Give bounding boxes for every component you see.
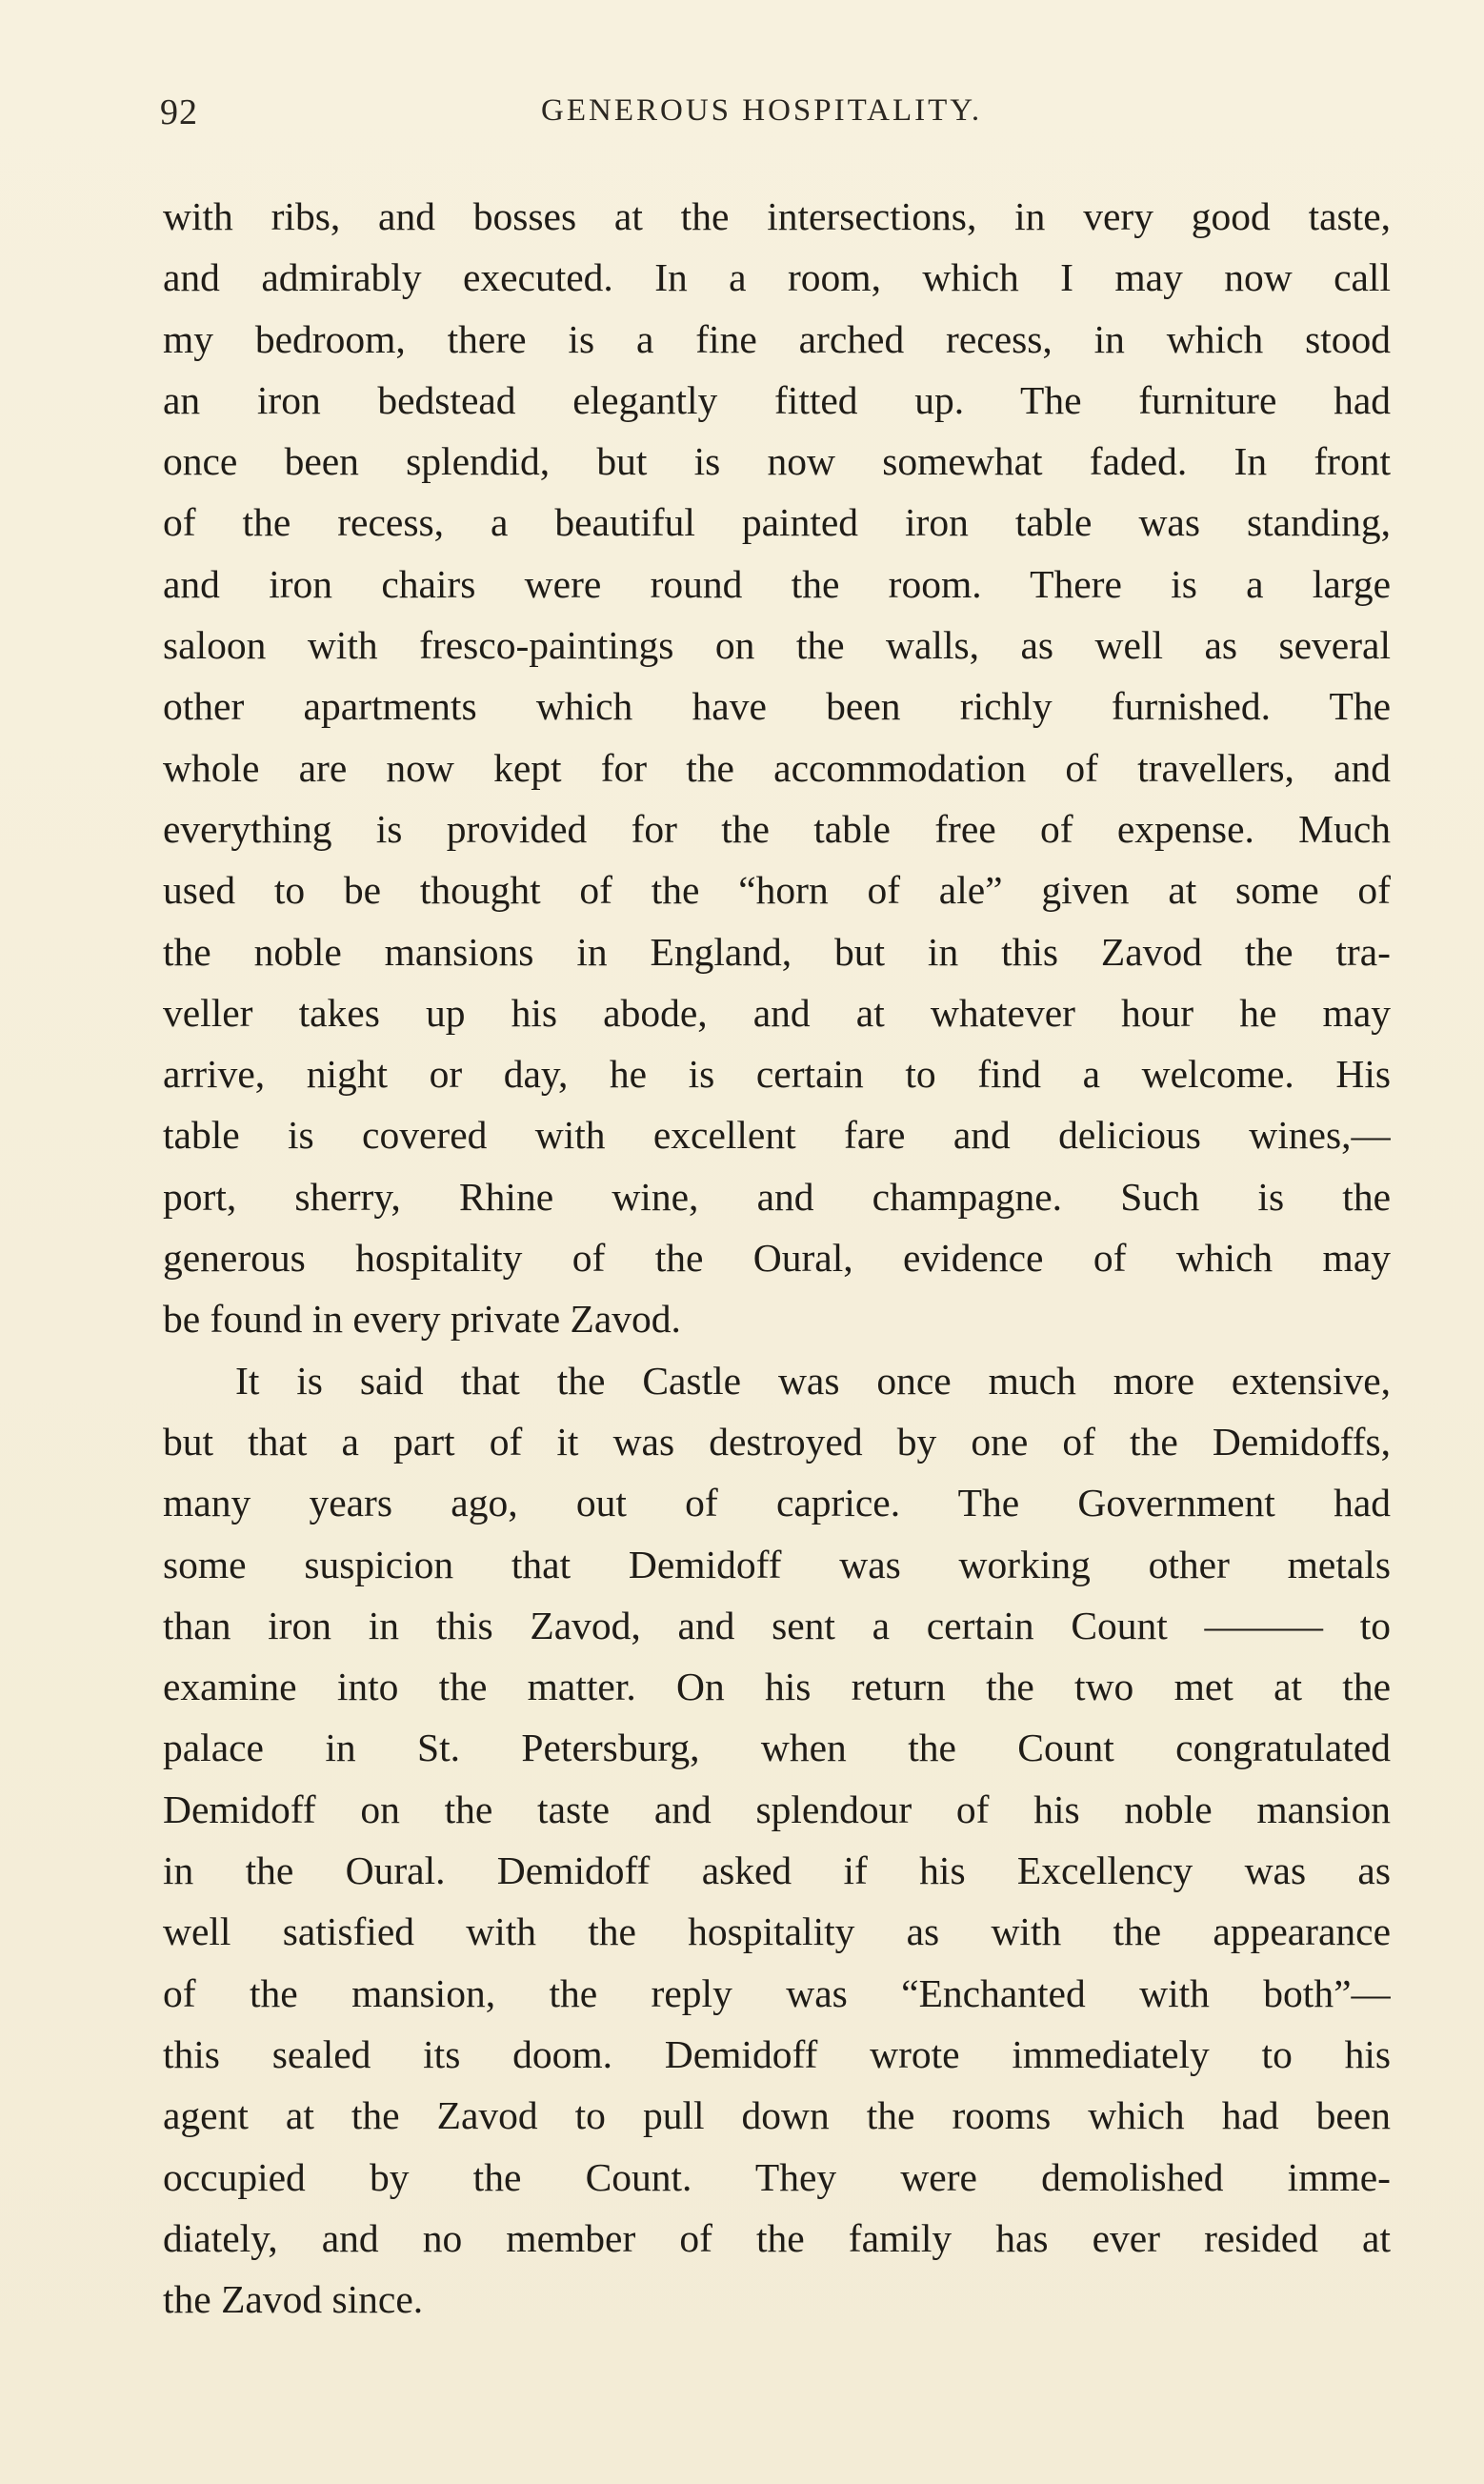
- text-line: some suspicion that Demidoff was working other metals: [163, 1542, 1391, 1586]
- text-line: this sealed its doom. Demidoff wrote immediately to his: [163, 2031, 1391, 2076]
- text-line: veller takes up his abode, and at whatever hour he may: [163, 990, 1391, 1035]
- text-line: other apartments which have been richly furnished. The: [163, 684, 1391, 729]
- text-line: my bedroom, there is a fine arched recess, in which stood: [163, 316, 1391, 361]
- text-line: diately, and no member of the family has ever resided at: [163, 2215, 1391, 2260]
- text-line: but that a part of it was destroyed by one of the Demidoffs,: [163, 1419, 1391, 1464]
- text-line: in the Oural. Demidoff asked if his Excellency was as: [163, 1848, 1391, 1893]
- text-line: port, sherry, Rhine wine, and champagne. Such is the: [163, 1174, 1391, 1219]
- text-line: table is covered with excellent fare and delicious wines,—: [163, 1113, 1391, 1158]
- text-line: and iron chairs were round the room. There is a large: [163, 561, 1391, 606]
- text-line: agent at the Zavod to pull down the rooms which had been: [163, 2093, 1391, 2138]
- text-line: examine into the matter. On his return the two met at the: [163, 1665, 1391, 1709]
- text-line: saloon with fresco-paintings on the walls, as well as several: [163, 623, 1391, 668]
- text-line: than iron in this Zavod, and sent a certain Count ——— to: [163, 1603, 1391, 1647]
- text-line: the noble mansions in England, but in this Zavod the tra-: [163, 929, 1391, 974]
- text-line: the Zavod since.: [163, 2277, 424, 2322]
- text-line: palace in St. Petersburg, when the Count congratulated: [163, 1726, 1391, 1770]
- text-line: occupied by the Count. They were demolished imme-: [163, 2154, 1391, 2199]
- text-line: with ribs, and bosses at the intersections, in very good taste,: [163, 194, 1391, 238]
- text-line: everything is provided for the table free of expense. Much: [163, 806, 1391, 851]
- page-header: [160, 91, 1389, 149]
- text-line: arrive, night or day, he is certain to find a welcome. His: [163, 1052, 1391, 1097]
- text-line: whole are now kept for the accommodation of travellers, and: [163, 745, 1391, 790]
- text-line: generous hospitality of the Oural, evidence of which may: [163, 1236, 1391, 1281]
- text-line: of the mansion, the reply was “Enchanted with both”—: [163, 1970, 1391, 2015]
- text-line: once been splendid, but is now somewhat faded. In front: [163, 439, 1391, 484]
- text-line: well satisfied with the hospitality as with the appearance: [163, 1909, 1391, 1954]
- page-number: 92: [160, 92, 198, 132]
- text-line: used to be thought of the “horn of ale” given at some of: [163, 868, 1391, 913]
- text-line: be found in every private Zavod.: [163, 1297, 681, 1342]
- text-line: Demidoff on the taste and splendour of his noble mansion: [163, 1787, 1391, 1831]
- text-line: an iron bedstead elegantly fitted up. The furniture had: [163, 377, 1391, 422]
- body-text: [163, 186, 1391, 2330]
- running-head: GENEROUS HOSPITALITY.: [541, 93, 983, 128]
- text-line: many years ago, out of caprice. The Government had: [163, 1481, 1391, 1525]
- text-line: It is said that the Castle was once much more extensive,: [235, 1358, 1391, 1403]
- text-line: of the recess, a beautiful painted iron table was standing,: [163, 500, 1391, 545]
- text-line: and admirably executed. In a room, which I may now call: [163, 255, 1391, 300]
